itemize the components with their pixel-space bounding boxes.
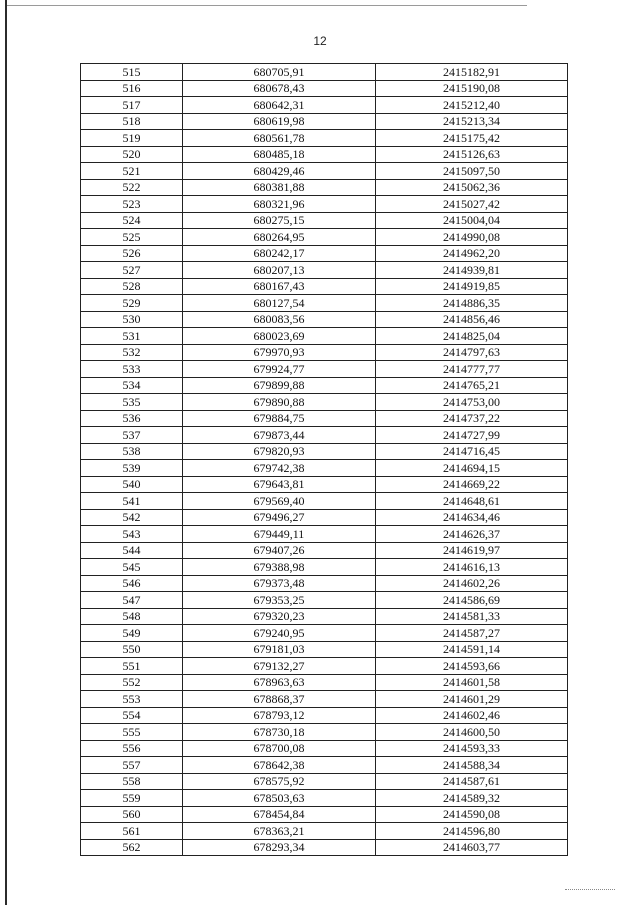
table-row [81, 608, 568, 625]
point-number-cell: 537 [81, 427, 183, 444]
table-row [81, 64, 568, 81]
point-number-cell: 521 [81, 163, 183, 180]
y-coordinate-cell: 2414990,08 [376, 229, 568, 246]
point-number-cell: 544 [81, 542, 183, 559]
point-number-cell: 523 [81, 196, 183, 213]
x-coordinate-cell: 680207,13 [183, 262, 376, 279]
point-number-cell: 519 [81, 130, 183, 147]
table-row [81, 823, 568, 840]
table-row [81, 295, 568, 312]
x-coordinate-cell: 678293,34 [183, 839, 376, 856]
x-coordinate-cell: 680167,43 [183, 278, 376, 295]
y-coordinate-cell: 2415213,34 [376, 113, 568, 130]
table-row [81, 757, 568, 774]
x-coordinate-cell: 679820,93 [183, 443, 376, 460]
x-coordinate-cell: 679373,48 [183, 575, 376, 592]
point-number-cell: 542 [81, 509, 183, 526]
y-coordinate-cell: 2415097,50 [376, 163, 568, 180]
table-row [81, 559, 568, 576]
page-border-left [5, 0, 7, 905]
point-number-cell: 531 [81, 328, 183, 345]
x-coordinate-cell: 680381,88 [183, 179, 376, 196]
y-coordinate-cell: 2414939,81 [376, 262, 568, 279]
table-row [81, 658, 568, 675]
point-number-cell: 550 [81, 641, 183, 658]
point-number-cell: 551 [81, 658, 183, 675]
y-coordinate-cell: 2414727,99 [376, 427, 568, 444]
y-coordinate-cell: 2414586,69 [376, 592, 568, 609]
table-row [81, 839, 568, 856]
y-coordinate-cell: 2414825,04 [376, 328, 568, 345]
point-number-cell: 535 [81, 394, 183, 411]
x-coordinate-cell: 680275,15 [183, 212, 376, 229]
point-number-cell: 555 [81, 724, 183, 741]
table-row [81, 377, 568, 394]
table-row [81, 262, 568, 279]
y-coordinate-cell: 2414619,97 [376, 542, 568, 559]
y-coordinate-cell: 2414593,33 [376, 740, 568, 757]
y-coordinate-cell: 2414588,34 [376, 757, 568, 774]
point-number-cell: 539 [81, 460, 183, 477]
x-coordinate-cell: 679407,26 [183, 542, 376, 559]
x-coordinate-cell: 679569,40 [183, 493, 376, 510]
point-number-cell: 556 [81, 740, 183, 757]
table-row [81, 509, 568, 526]
x-coordinate-cell: 679873,44 [183, 427, 376, 444]
y-coordinate-cell: 2414765,21 [376, 377, 568, 394]
x-coordinate-cell: 678575,92 [183, 773, 376, 790]
x-coordinate-cell: 680242,17 [183, 245, 376, 262]
point-number-cell: 525 [81, 229, 183, 246]
table-row [81, 592, 568, 609]
table-row [81, 311, 568, 328]
table-row [81, 443, 568, 460]
y-coordinate-cell: 2414600,50 [376, 724, 568, 741]
table-row [81, 427, 568, 444]
y-coordinate-cell: 2414601,29 [376, 691, 568, 708]
table-row [81, 394, 568, 411]
y-coordinate-cell: 2415126,63 [376, 146, 568, 163]
x-coordinate-cell: 680321,96 [183, 196, 376, 213]
y-coordinate-cell: 2414596,80 [376, 823, 568, 840]
point-number-cell: 547 [81, 592, 183, 609]
point-number-cell: 560 [81, 806, 183, 823]
x-coordinate-cell: 679353,25 [183, 592, 376, 609]
point-number-cell: 546 [81, 575, 183, 592]
table-row [81, 542, 568, 559]
table-row [81, 278, 568, 295]
table-row [81, 130, 568, 147]
x-coordinate-cell: 678868,37 [183, 691, 376, 708]
y-coordinate-cell: 2415062,36 [376, 179, 568, 196]
x-coordinate-cell: 680619,98 [183, 113, 376, 130]
table-row [81, 476, 568, 493]
table-row [81, 493, 568, 510]
table-row [81, 691, 568, 708]
point-number-cell: 530 [81, 311, 183, 328]
x-coordinate-cell: 680429,46 [183, 163, 376, 180]
x-coordinate-cell: 679884,75 [183, 410, 376, 427]
page-border-top [7, 5, 527, 6]
point-number-cell: 543 [81, 526, 183, 543]
x-coordinate-cell: 679132,27 [183, 658, 376, 675]
table-row [81, 328, 568, 345]
point-number-cell: 520 [81, 146, 183, 163]
table-row [81, 344, 568, 361]
table-row [81, 575, 568, 592]
x-coordinate-cell: 679899,88 [183, 377, 376, 394]
point-number-cell: 545 [81, 559, 183, 576]
y-coordinate-cell: 2414634,46 [376, 509, 568, 526]
point-number-cell: 526 [81, 245, 183, 262]
x-coordinate-cell: 680127,54 [183, 295, 376, 312]
y-coordinate-cell: 2414962,20 [376, 245, 568, 262]
point-number-cell: 548 [81, 608, 183, 625]
y-coordinate-cell: 2414886,35 [376, 295, 568, 312]
x-coordinate-cell: 680083,56 [183, 311, 376, 328]
table-row [81, 641, 568, 658]
point-number-cell: 540 [81, 476, 183, 493]
x-coordinate-cell: 680264,95 [183, 229, 376, 246]
point-number-cell: 549 [81, 625, 183, 642]
coordinates-table [80, 63, 568, 856]
table-row [81, 773, 568, 790]
table-row [81, 196, 568, 213]
table-row [81, 410, 568, 427]
point-number-cell: 553 [81, 691, 183, 708]
point-number-cell: 554 [81, 707, 183, 724]
table-row [81, 113, 568, 130]
x-coordinate-cell: 679643,81 [183, 476, 376, 493]
y-coordinate-cell: 2414777,77 [376, 361, 568, 378]
x-coordinate-cell: 679320,23 [183, 608, 376, 625]
point-number-cell: 529 [81, 295, 183, 312]
x-coordinate-cell: 680678,43 [183, 80, 376, 97]
y-coordinate-cell: 2414591,14 [376, 641, 568, 658]
table-row [81, 146, 568, 163]
y-coordinate-cell: 2414753,00 [376, 394, 568, 411]
page-number: 12 [313, 34, 327, 48]
table-row [81, 740, 568, 757]
x-coordinate-cell: 678503,63 [183, 790, 376, 807]
y-coordinate-cell: 2415175,42 [376, 130, 568, 147]
x-coordinate-cell: 678963,63 [183, 674, 376, 691]
table-row [81, 361, 568, 378]
x-coordinate-cell: 679181,03 [183, 641, 376, 658]
table-row [81, 526, 568, 543]
point-number-cell: 517 [81, 97, 183, 114]
x-coordinate-cell: 679388,98 [183, 559, 376, 576]
x-coordinate-cell: 680642,31 [183, 97, 376, 114]
y-coordinate-cell: 2414601,58 [376, 674, 568, 691]
point-number-cell: 561 [81, 823, 183, 840]
table-row [81, 80, 568, 97]
scan-artifact [565, 889, 615, 891]
point-number-cell: 532 [81, 344, 183, 361]
point-number-cell: 557 [81, 757, 183, 774]
y-coordinate-cell: 2414737,22 [376, 410, 568, 427]
x-coordinate-cell: 678793,12 [183, 707, 376, 724]
point-number-cell: 522 [81, 179, 183, 196]
point-number-cell: 538 [81, 443, 183, 460]
y-coordinate-cell: 2414602,26 [376, 575, 568, 592]
table-row [81, 97, 568, 114]
table-row [81, 179, 568, 196]
y-coordinate-cell: 2414716,45 [376, 443, 568, 460]
y-coordinate-cell: 2414694,15 [376, 460, 568, 477]
y-coordinate-cell: 2414602,46 [376, 707, 568, 724]
coordinates-table-body [81, 64, 568, 856]
table-row [81, 674, 568, 691]
table-row [81, 724, 568, 741]
y-coordinate-cell: 2414587,61 [376, 773, 568, 790]
point-number-cell: 558 [81, 773, 183, 790]
y-coordinate-cell: 2414587,27 [376, 625, 568, 642]
y-coordinate-cell: 2414648,61 [376, 493, 568, 510]
y-coordinate-cell: 2414626,37 [376, 526, 568, 543]
y-coordinate-cell: 2415190,08 [376, 80, 568, 97]
point-number-cell: 528 [81, 278, 183, 295]
table-row [81, 229, 568, 246]
x-coordinate-cell: 678363,21 [183, 823, 376, 840]
y-coordinate-cell: 2414797,63 [376, 344, 568, 361]
table-row [81, 460, 568, 477]
x-coordinate-cell: 678642,38 [183, 757, 376, 774]
point-number-cell: 562 [81, 839, 183, 856]
y-coordinate-cell: 2415004,04 [376, 212, 568, 229]
x-coordinate-cell: 678730,18 [183, 724, 376, 741]
point-number-cell: 559 [81, 790, 183, 807]
table-row [81, 707, 568, 724]
x-coordinate-cell: 680561,78 [183, 130, 376, 147]
y-coordinate-cell: 2414919,85 [376, 278, 568, 295]
point-number-cell: 515 [81, 64, 183, 81]
point-number-cell: 534 [81, 377, 183, 394]
x-coordinate-cell: 678700,08 [183, 740, 376, 757]
x-coordinate-cell: 679496,27 [183, 509, 376, 526]
y-coordinate-cell: 2414590,08 [376, 806, 568, 823]
y-coordinate-cell: 2414589,32 [376, 790, 568, 807]
x-coordinate-cell: 678454,84 [183, 806, 376, 823]
x-coordinate-cell: 680485,18 [183, 146, 376, 163]
point-number-cell: 516 [81, 80, 183, 97]
table-row [81, 212, 568, 229]
table-row [81, 245, 568, 262]
x-coordinate-cell: 679742,38 [183, 460, 376, 477]
table-row [81, 806, 568, 823]
x-coordinate-cell: 679240,95 [183, 625, 376, 642]
x-coordinate-cell: 679890,88 [183, 394, 376, 411]
table-row [81, 625, 568, 642]
point-number-cell: 533 [81, 361, 183, 378]
y-coordinate-cell: 2415182,91 [376, 64, 568, 81]
x-coordinate-cell: 680023,69 [183, 328, 376, 345]
point-number-cell: 541 [81, 493, 183, 510]
point-number-cell: 524 [81, 212, 183, 229]
y-coordinate-cell: 2414669,22 [376, 476, 568, 493]
table-row [81, 790, 568, 807]
y-coordinate-cell: 2415212,40 [376, 97, 568, 114]
x-coordinate-cell: 679449,11 [183, 526, 376, 543]
point-number-cell: 536 [81, 410, 183, 427]
y-coordinate-cell: 2414616,13 [376, 559, 568, 576]
x-coordinate-cell: 679924,77 [183, 361, 376, 378]
point-number-cell: 518 [81, 113, 183, 130]
y-coordinate-cell: 2414603,77 [376, 839, 568, 856]
x-coordinate-cell: 680705,91 [183, 64, 376, 81]
y-coordinate-cell: 2414856,46 [376, 311, 568, 328]
y-coordinate-cell: 2414593,66 [376, 658, 568, 675]
y-coordinate-cell: 2414581,33 [376, 608, 568, 625]
table-row [81, 163, 568, 180]
point-number-cell: 527 [81, 262, 183, 279]
x-coordinate-cell: 679970,93 [183, 344, 376, 361]
y-coordinate-cell: 2415027,42 [376, 196, 568, 213]
point-number-cell: 552 [81, 674, 183, 691]
